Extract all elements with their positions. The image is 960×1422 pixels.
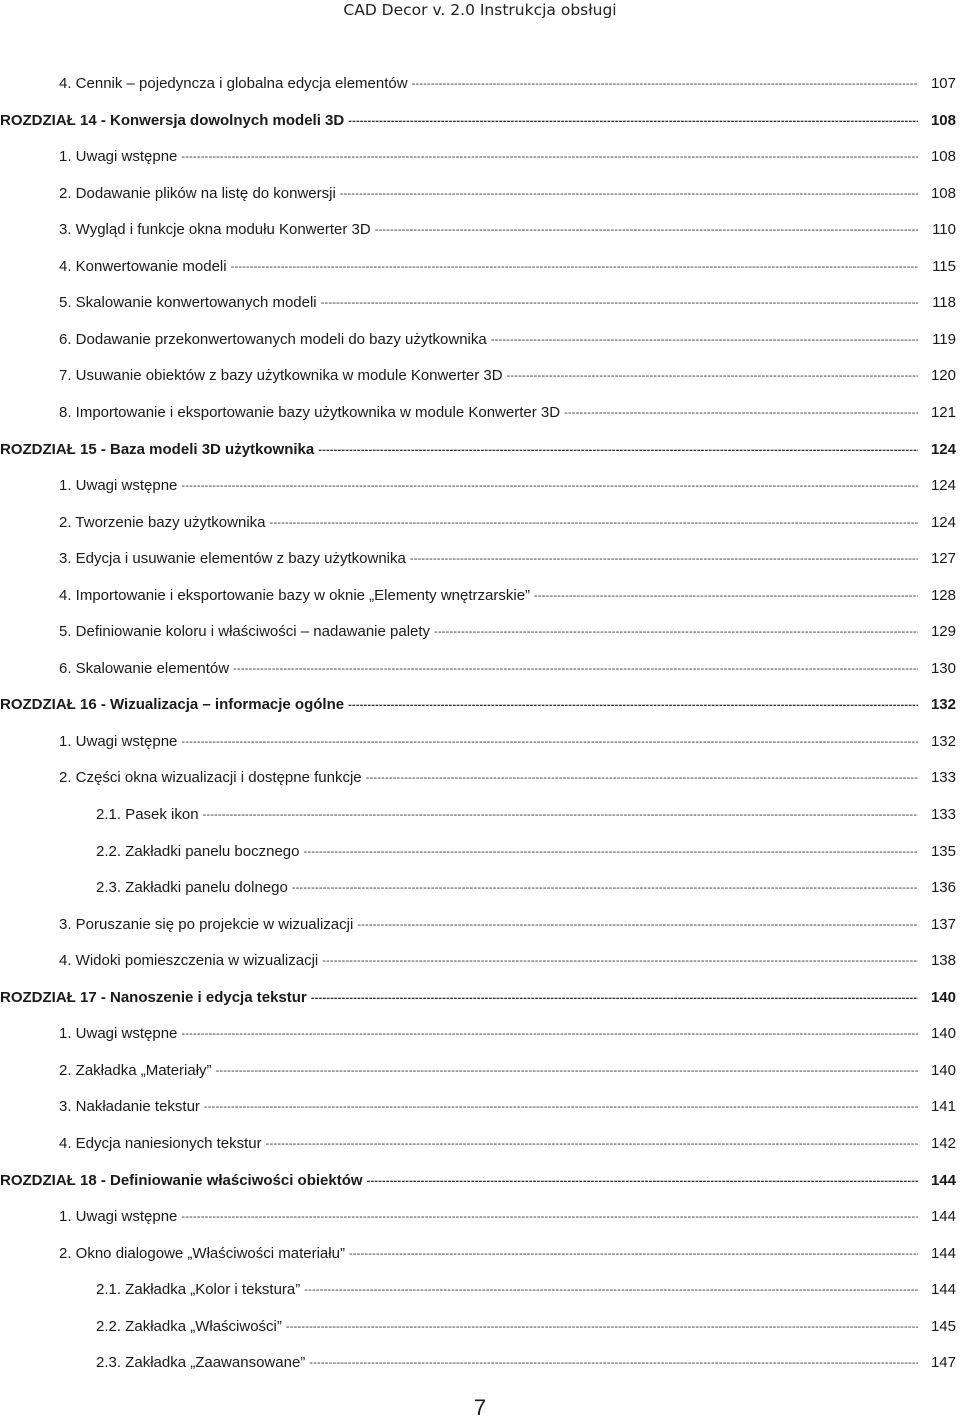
toc-entry[interactable] [0,181,960,203]
toc-entry[interactable] [0,363,960,385]
toc-dot-leader [507,367,918,385]
toc-entry-title: 1. Uwagi wstępne [59,148,178,166]
toc-entry[interactable] [0,254,960,276]
toc-entry[interactable] [0,144,960,166]
toc-entry[interactable] [0,1094,960,1116]
toc-dot-leader [366,769,918,787]
toc-entry-page: 108 [930,148,956,166]
toc-entry-page: 108 [930,111,956,129]
toc-entry-page: 115 [932,257,956,275]
toc-entry-page: 140 [930,1025,956,1043]
toc-dot-leader [340,185,918,203]
toc-entry[interactable] [0,1277,960,1299]
toc-dot-leader [564,404,918,422]
toc-entry[interactable] [0,1058,960,1080]
toc-dot-leader [181,477,918,495]
toc-entry-title: 2. Części okna wizualizacji i dostępne funkcje [59,769,362,787]
toc-entry-title: 1. Uwagi wstępne [59,1025,178,1043]
toc-entry-title: 1. Uwagi wstępne [59,1208,178,1225]
toc-dot-leader [216,1062,918,1080]
toc-entry-title: 6. Skalowanie elementów [59,659,230,677]
toc-entry-title: 2.2. Zakładka „Właściwości” [96,1317,282,1335]
toc-entry-page: 110 [932,221,956,239]
toc-dot-leader [318,441,918,459]
toc-entry-title: 5. Definiowanie koloru i właściwości – nadawanie palety [59,623,431,641]
toc-entry[interactable] [0,327,960,349]
toc-dot-leader [181,1025,918,1043]
toc-dot-leader [311,989,918,1007]
toc-dot-leader [181,148,918,166]
toc-entry-page: 144 [930,1208,956,1225]
toc-entry-page: 108 [930,184,956,202]
toc-dot-leader [303,843,918,861]
toc-entry-page: 138 [930,952,956,970]
toc-entry-title: 8. Importowanie i eksportowanie bazy użytkownika w module Konwerter 3D [59,403,561,421]
toc-entry-title: ROZDZIAŁ 16 - Wizualizacja – informacje ogólne [0,696,345,714]
toc-dot-leader [348,696,918,714]
toc-entry-page: 119 [932,330,956,348]
toc-dot-leader [266,1135,918,1153]
toc-entry[interactable] [0,290,960,312]
toc-entry-page: 140 [930,988,956,1006]
toc-dot-leader [233,660,918,678]
toc-entry[interactable] [0,729,960,751]
toc-dot-leader [412,75,918,93]
toc-entry[interactable] [0,619,960,641]
toc-entry-title: 5. Skalowanie konwertowanych modeli [59,294,317,312]
toc-entry-title: 2. Okno dialogowe „Właściwości materiału” [59,1244,345,1262]
toc-dot-leader [203,806,918,824]
document-header [0,0,960,20]
toc-entry[interactable] [0,948,960,970]
toc-dot-leader [321,294,918,312]
toc-dot-leader [304,1281,918,1299]
toc-entry-title: 4. Edycja naniesionych tekstur [59,1134,262,1152]
toc-entry-title: 2. Dodawanie plików na listę do konwersji [59,184,336,202]
toc-entry[interactable] [0,875,960,897]
toc-dot-leader [231,258,918,276]
toc-entry-page: 118 [932,294,956,312]
toc-entry-page: 137 [930,915,956,933]
toc-entry-title: 4. Konwertowanie modeli [59,257,227,275]
toc-entry-page: 127 [930,550,956,568]
toc-entry-title: 4. Widoki pomieszczenia w wizualizacji [59,952,319,970]
toc-chapter-entry[interactable] [0,692,960,714]
toc-entry[interactable] [0,1131,960,1153]
toc-dot-leader [367,1172,918,1190]
toc-entry-page: 107 [930,75,956,92]
toc-entry-title: 2. Tworzenie bazy użytkownika [59,513,266,531]
toc-dot-leader [292,879,918,897]
toc-entry[interactable] [0,217,960,239]
toc-entry-page: 132 [930,732,956,750]
toc-dot-leader [534,587,918,605]
toc-entry[interactable] [0,765,960,787]
toc-entry-page: 128 [930,586,956,604]
toc-entry-title: 2. Zakładka „Materiały” [59,1061,212,1079]
toc-entry-title: ROZDZIAŁ 14 - Konwersja dowolnych modeli 3D [0,111,345,129]
toc-dot-leader [309,1354,918,1372]
toc-chapter-entry[interactable] [0,985,960,1007]
toc-entry-title: 2.1. Zakładka „Kolor i tekstura” [96,1281,301,1299]
toc-entry-page: 142 [930,1134,956,1152]
toc-entry-title: 6. Dodawanie przekonwertowanych modeli do bazy użytkownika [59,330,487,348]
toc-dot-leader [204,1098,918,1116]
toc-dot-leader [375,221,918,239]
toc-entry-page: 144 [930,1281,956,1299]
toc-entry-page: 129 [930,623,956,641]
toc-entry-page: 140 [930,1061,956,1079]
toc-entry[interactable] [0,1314,960,1336]
toc-entry-page: 133 [930,769,956,787]
toc-dot-leader [348,112,918,130]
toc-entry-page: 135 [930,842,956,860]
toc-entry[interactable] [0,510,960,532]
toc-entry-page: 141 [930,1098,956,1116]
toc-entry-page: 124 [930,477,956,494]
toc-entry-title: ROZDZIAŁ 18 - Definiowanie właściwości obiektów [0,1171,363,1189]
toc-entry-title: 2.1. Pasek ikon [96,806,199,823]
toc-entry-page: 144 [930,1244,956,1262]
toc-dot-leader [410,550,918,568]
toc-entry-page: 130 [930,659,956,677]
toc-dot-leader [270,514,919,532]
toc-entry-title: 2.2. Zakładki panelu bocznego [96,842,300,860]
toc-entry-page: 121 [930,403,956,421]
toc-entry-page: 133 [930,806,956,823]
toc-entry-title: 1. Uwagi wstępne [59,477,178,494]
toc-dot-leader [181,1208,918,1226]
toc-entry-title: 3. Edycja i usuwanie elementów z bazy użytkownika [59,550,406,568]
toc-dot-leader [349,1245,918,1263]
toc-dot-leader [357,916,918,934]
toc-entry-page: 145 [930,1317,956,1335]
toc-entry[interactable] [0,583,960,605]
toc-entry-title: 3. Nakładanie tekstur [59,1098,200,1116]
toc-chapter-entry[interactable] [0,1168,960,1190]
toc-dot-leader [181,733,918,751]
toc-entry-title: 3. Poruszanie się po projekcie w wizualizacji [59,915,354,933]
toc-entry-page: 124 [930,513,956,531]
toc-chapter-entry[interactable] [0,108,960,130]
toc-entry[interactable] [0,839,960,861]
toc-entry[interactable] [0,1021,960,1043]
toc-entry[interactable] [0,71,960,93]
toc-entry-page: 124 [930,440,956,458]
toc-entry-title: 7. Usuwanie obiektów z bazy użytkownika w module Konwerter 3D [59,367,503,385]
toc-entry-title: 4. Cennik – pojedyncza i globalna edycja elementów [59,75,408,92]
toc-entry[interactable] [0,656,960,678]
toc-entry-page: 120 [930,367,956,385]
toc-entry-title: 2.3. Zakładka „Zaawansowane” [96,1354,306,1372]
page-number: 7 [473,1395,487,1420]
toc-entry[interactable] [0,1350,960,1372]
toc-entry[interactable] [0,1241,960,1263]
toc-entry-title: 3. Wygląd i funkcje okna modułu Konwerter 3D [59,221,371,239]
toc-entry-title: 4. Importowanie i eksportowanie bazy w oknie „Elementy wnętrzarskie” [59,586,531,604]
toc-entry-page: 147 [930,1354,956,1372]
toc-entry-title: 2.3. Zakładki panelu dolnego [96,879,288,897]
toc-entry-title: ROZDZIAŁ 17 - Nanoszenie i edycja tekstur [0,988,307,1006]
toc-entry-page: 132 [930,696,956,714]
toc-entry[interactable] [0,546,960,568]
document-title: CAD Decor v. 2.0 Instrukcja obsługi [343,1,617,19]
toc-dot-leader [322,952,918,970]
toc-dot-leader [434,623,918,641]
toc-dot-leader [491,331,918,349]
toc-dot-leader [286,1318,918,1336]
toc-entry[interactable] [0,802,960,824]
toc-entry-page: 144 [930,1171,956,1189]
toc-entry-title: 1. Uwagi wstępne [59,732,178,750]
toc-entry[interactable] [0,473,960,495]
toc-chapter-entry[interactable] [0,437,960,459]
toc-entry[interactable] [0,1204,960,1226]
toc-entry-title: ROZDZIAŁ 15 - Baza modeli 3D użytkownika [0,440,315,458]
toc-entry[interactable] [0,912,960,934]
toc-entry-page: 136 [930,879,956,897]
toc-entry[interactable] [0,400,960,422]
